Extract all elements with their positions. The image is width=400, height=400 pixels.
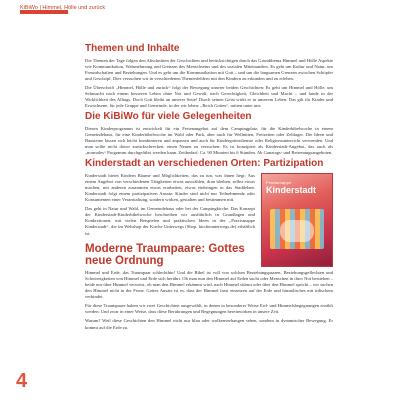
cover-illustration-shape [280,220,314,242]
main-content [85,44,333,334]
paragraph: Warum? Weil diese Geschichten den Himmel nicht nur blau oder wolkenverhangen sehen, sondern in dynamischer Bewegung. Er kommt auf die Erde zu. [85,318,333,330]
paragraph: Himmel und Erde, das Traumpaar schlechthin! Und die Bibel ist voll von solchen Beziehungspaaren, Beziehungsgeflechten und Schwierigkeiten von Himmel und Erde sich herührt. Ob man nun den Himmel auf Erden sucht oder Menschen in ihrer Not beistehen – beide nur über Himmel verweist, ob man den Himmel erkämmt wird, nach Himmel stürmt oder über den Himmel spricht – wir suchen den Himmel nicht in der Ferne. Gottes Ansatz ist es, dass der Himmel fasst einsetzen auf der Erde und himmlisches mit irdischem verbindet. [85,269,333,300]
paragraph: Die Themen der Tage folgen den Abschnitten der Geschichten und berücksichtigen durch das Grundthema Himmel und Hölle Aspekte wie Kommunikation, Wahrnehmung und Grenzen des Menschseins und des sozialen Miteinanders. Es geht um Kultur und Natur, um Freundschaften und Beziehungen. Und es geht um die Kommunikation mit Gott – und um die langsamen Grenzen zwischen Schöpfer und Geschöpf. Dies versuchen wir in verschiedenen Themenfeldern mit den Kindern zu erkunden und zu erleben. [85,57,333,81]
book-cover-subtitle: Praxismappe [266,179,292,185]
paragraph: Für diese Traumpaare haben wir zwei Geschichten ausgewählt, in denen in besonderer Weise Erd- und Himmelsbegegnungen erzählt werden. Und zwar in einer Weise, dass diese Berührungen und Begegnungen hereinwirken in unsere Zeit. [85,303,333,315]
section-title-traumpaare: Moderne Traumpaare: Gottes neue Ordnung [85,242,245,267]
paragraph: Kinderstadt bietet Kindern Räume und Möglichkeiten, das zu tun, was ihnen liegt: Aus einem Angebot von verschiedenen Tätigkeiten etwas auswählen, dran bleiben, selbst etwas machen, mit anderen zusammen etwas erarbeiten, etwas einbringen in das Stadtleben. Kinderstadt folgt einem partizipativen Ansatz: Kinder sind nicht nur Teilnehmende oder Konsumenten einer Veranstaltung, sondern wirken, gestalten und bestimmen mit. [85,172,255,203]
section-title-kibiwo: Die KiBiWo für viele Gelegenheiten [85,111,252,123]
page-number: 4 [16,370,28,392]
book-cover-image [261,173,333,267]
section-title-kinderstadt: Kinderstadt an verschiedenen Orten: Partizipation [85,158,324,170]
paragraph: Die Überschrift „Himmel, Hölle und zurück“ folgt der Bewegung unserer beiden Geschichten: Es geht um Himmel und Hölle, um Sehnsucht nach einem besseren Leben ohne Not und Gewalt, nach Gerechtigkeit, Gleichheit und Macht – und lande in der Wirklichkeit des Alltags. Doch Gott bleibt an unserer Seite! Durch seinen Geist wirkt er in unserem Leben. Das gilt für Kinder und Erwachsene, für jede Gruppe und Gemeinde, in der wir leben: „Reich Gottes“, mitten unter uns. [85,84,333,109]
running-header: KiBiWo | Himmel, Hölle und zurück [20,5,106,11]
book-cover-title: Kinderstadt [266,184,317,195]
paragraph: Das geht in Natur und Wald, im Gemeindehaus oder bei der Campingkirche. Das Konzept der Kinderstadt-Kinderbibelwoche beschreiben wir ausführlich in Grundlagen und Konkretionen, mit vielen Beispielen und praktischen Ideen in der „Praxismappe Kinderstadt“, die im Webshop der Kirche Unterwegs (Shop. kircheunterwegs.de) erhältlich ist. [85,206,255,236]
section-title-themen: Themen und Inhalte [85,43,180,54]
paragraph: Diesen Kinderprogramm ist entwickelt für ein Ferienangebot auf dem Campingplatz, für die Kinderbibelwoche in einem Gemeindehaus, für eine Kinderbibelwoche im Wald oder Park, aber auch für Wellnitten, Freizeiten oder Zeltlager. Die Ideen und Bausteine lassen sich leicht kombinieren und anpassen und auch für Kindergottesdienste oder Religionsunterricht verwenden. Und man sollte nicht davor zurückschrecken, einen Neuen zu versuchen: Es ist konzipiert als Kinderstadt-Angebot, das auch als „normales“ Programm durchgeführt werden kann. Zeitbedarf: Ca. 90 Minuten bis 6 Stunden. Ab Ganztags- und Betreuungsangeboten. [85,125,333,156]
